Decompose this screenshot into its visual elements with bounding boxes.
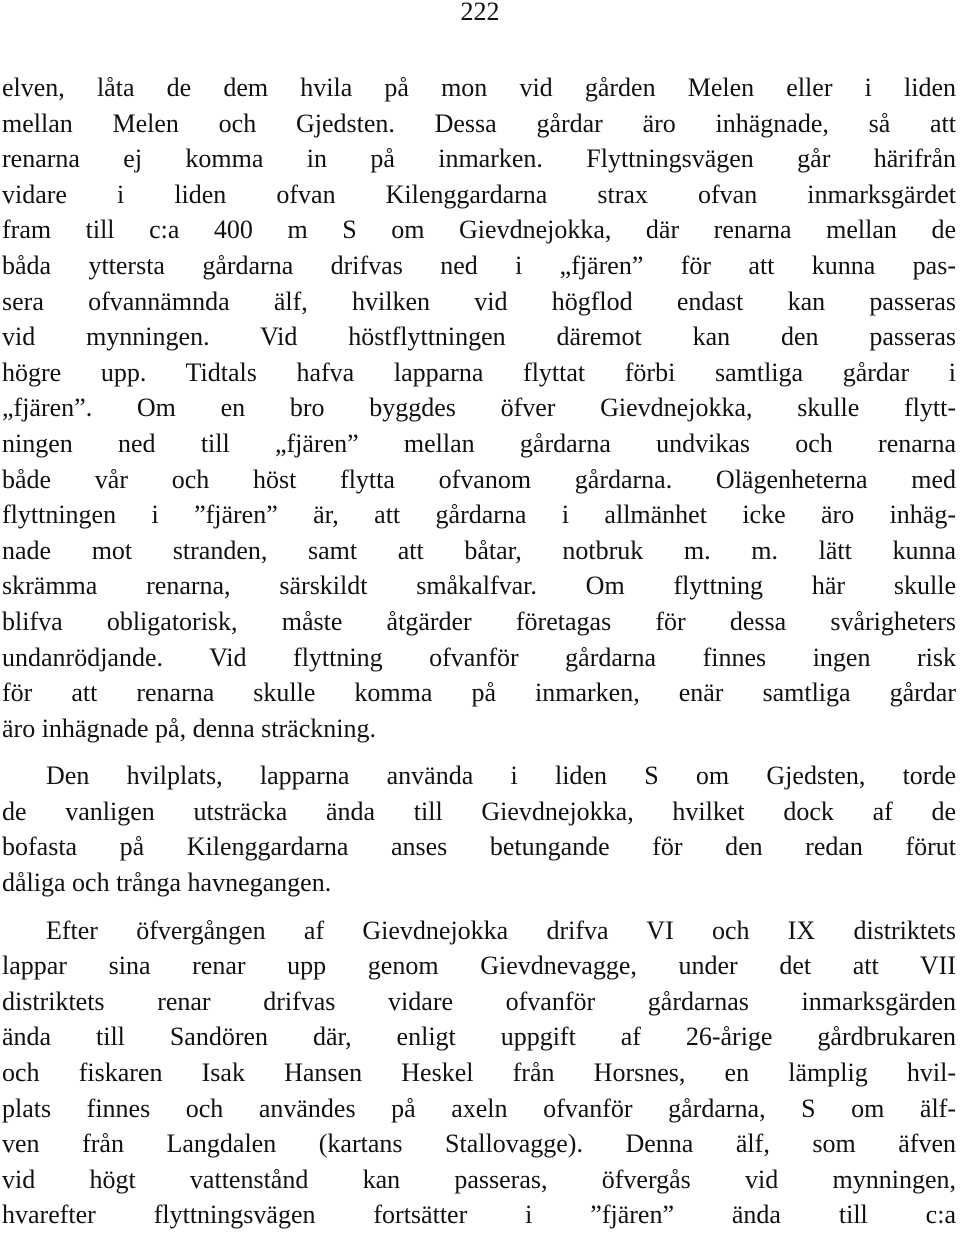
text-line: Den hvilplats, lapparna använda i liden S om Gjedsten, torde — [46, 761, 956, 791]
text-line: elven, låta de dem hvila på mon vid gården Melen eller i liden — [2, 73, 956, 102]
text-line: äro inhägnade på, denna sträckning. — [2, 713, 376, 743]
text-line: dåliga och trånga havnegangen. — [2, 868, 332, 898]
text-line: både vår och höst flytta ofvanom gårdarna. Olägenheterna med — [2, 464, 956, 494]
text-line: renarna ej komma in på inmarken. Flyttningsvägen går härifrån — [2, 144, 956, 174]
page-number: 222 — [460, 0, 500, 26]
text-line: fram till c:a 400 m S om Gievdnejokka, där renarna mellan de — [2, 215, 956, 245]
text-line: båda yttersta gårdarna drifvas ned i „fjären” för att kunna pas- — [2, 250, 956, 280]
paragraph-1 — [2, 70, 956, 746]
text-line: plats finnes och användes på axeln ofvanför gårdarna, S om älf- — [2, 1093, 956, 1123]
text-line: undanrödjande. Vid flyttning ofvanför gårdarna finnes ingen risk — [2, 642, 956, 672]
text-line: ningen ned till „fjären” mellan gårdarna undvikas och renarna — [2, 428, 956, 458]
paragraph-3 — [2, 913, 956, 1233]
text-line: vid mynningen. Vid höstflyttningen däremot kan den passeras — [2, 322, 956, 352]
text-line: Efter öfvergången af Gievdnejokka drifva VI och IX distriktets — [46, 915, 956, 945]
text-line: ända till Sandören där, enligt uppgift af 26-årige gårdbrukaren — [2, 1022, 956, 1052]
text-line: flyttningen i ”fjären” är, att gårdarna i allmänhet icke äro inhäg- — [2, 500, 956, 530]
text-line: nade mot stranden, samt att båtar, notbruk m. m. lätt kunna — [2, 535, 956, 565]
text-line: vidare i liden ofvan Kilenggardarna strax ofvan inmarksgärdet — [2, 179, 956, 209]
text-line: distriktets renar drifvas vidare ofvanför gårdarnas inmarksgärden — [2, 986, 956, 1016]
text-line: ven från Langdalen (kartans Stallovagge). Denna älf, som äfven — [2, 1129, 956, 1159]
text-line: och fiskaren Isak Hansen Heskel från Horsnes, en lämplig hvil- — [2, 1058, 956, 1088]
text-line: lappar sina renar upp genom Gievdnevagge, under det att VII — [2, 951, 956, 981]
paragraph-2 — [2, 758, 956, 900]
text-line: mellan Melen och Gjedsten. Dessa gårdar äro inhägnade, så att — [2, 108, 956, 138]
document-body — [2, 70, 956, 1233]
text-line: sera ofvannämnda älf, hvilken vid högflod endast kan passeras — [2, 286, 956, 316]
text-line: „fjären”. Om en bro byggdes öfver Gievdnejokka, skulle flytt- — [2, 393, 956, 423]
text-line: hvarefter flyttningsvägen fortsätter i ”fjären” ända till c:a — [2, 1200, 956, 1230]
text-line: de vanligen utsträcka ända till Gievdnejokka, hvilket dock af de — [2, 796, 956, 826]
text-line: för att renarna skulle komma på inmarken, enär samtliga gårdar — [2, 678, 956, 708]
text-line: bofasta på Kilenggardarna anses betungande för den redan förut — [2, 832, 956, 862]
text-line: blifva obligatorisk, måste åtgärder företagas för dessa svårigheters — [2, 606, 956, 636]
text-line: högre upp. Tidtals hafva lapparna flyttat förbi samtliga gårdar i — [2, 357, 956, 387]
text-line: skrämma renarna, särskildt småkalfvar. Om flyttning här skulle — [2, 571, 956, 601]
text-line: vid högt vattenstånd kan passeras, öfvergås vid mynningen, — [2, 1164, 956, 1194]
